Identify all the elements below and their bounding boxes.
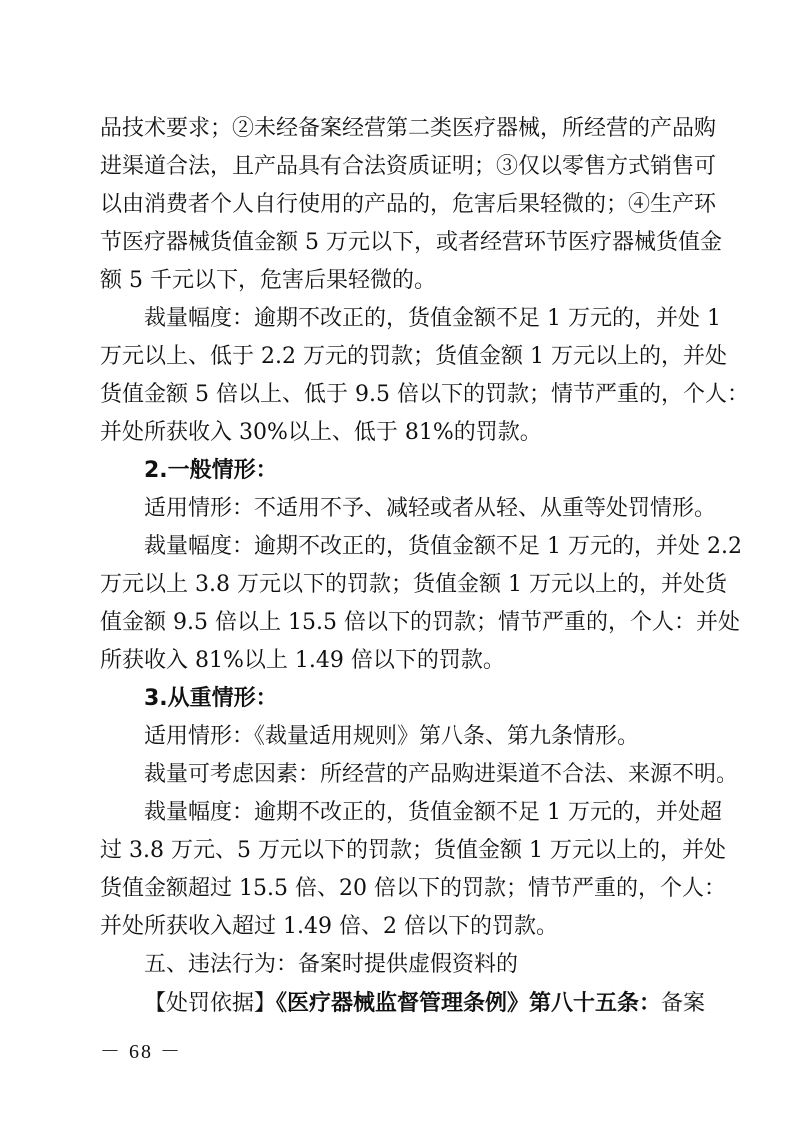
paragraph-line: 裁量幅度：逾期不改正的，货值金额不足 1 万元的，并处 2.2 <box>144 534 742 559</box>
paragraph-line: 裁量可考虑因素：所经营的产品购进渠道不合法、来源不明。 <box>144 762 739 787</box>
paragraph-line: 过 3.8 万元、5 万元以下的罚款；货值金额 1 万元以上的，并处 <box>100 838 726 863</box>
paragraph-line: 裁量幅度：逾期不改正的，货值金额不足 1 万元的，并处 1 <box>144 306 721 331</box>
paragraph-line: 节医疗器械货值金额 5 万元以下，或者经营环节医疗器械货值金 <box>100 230 722 255</box>
penalty-basis-label: 【处罚依据】 <box>144 991 277 1016</box>
paragraph-line: 并处所获收入超过 1.49 倍、2 倍以下的罚款。 <box>100 914 558 939</box>
penalty-basis-tail: 备案 <box>661 991 706 1016</box>
paragraph-line: 万元以上 3.8 万元以下的罚款；货值金额 1 万元以上的，并处货 <box>100 572 727 597</box>
violation-heading: 五、违法行为：备案时提供虚假资料的 <box>144 952 519 977</box>
paragraph-line: 所获收入 81%以上 1.49 倍以下的罚款。 <box>100 648 505 673</box>
paragraph-line: 额 5 千元以下，危害后果轻微的。 <box>100 268 436 293</box>
paragraph-line: 以由消费者个人自行使用的产品的，危害后果轻微的；④生产环 <box>100 192 717 217</box>
paragraph-line: 裁量幅度：逾期不改正的，货值金额不足 1 万元的，并处超 <box>144 800 722 825</box>
paragraph-line: 品技术要求；②未经备案经营第二类医疗器械，所经营的产品购 <box>100 116 717 141</box>
page-number: － 68 － <box>100 1041 182 1063</box>
law-reference: 《医疗器械监督管理条例》第八十五条： <box>276 990 662 1016</box>
paragraph-line: 并处所获收入 30%以上、低于 81%的罚款。 <box>100 420 542 445</box>
paragraph-line: 适用情形：《裁量适用规则》第八条、第九条情形。 <box>144 724 640 749</box>
section-heading: 2.一般情形： <box>144 458 278 483</box>
paragraph-line: 万元以上、低于 2.2 万元的罚款；货值金额 1 万元以上的，并处 <box>100 344 727 369</box>
paragraph-line: 货值金额 5 倍以上、低于 9.5 倍以下的罚款；情节严重的，个人： <box>100 382 749 407</box>
paragraph-line: 适用情形：不适用不予、减轻或者从轻、从重等处罚情形。 <box>144 496 717 521</box>
penalty-basis-line <box>144 988 706 1019</box>
paragraph-line: 货值金额超过 15.5 倍、20 倍以下的罚款；情节严重的，个人： <box>100 876 726 901</box>
paragraph-line: 值金额 9.5 倍以上 15.5 倍以下的罚款；情节严重的，个人：并处 <box>100 610 740 635</box>
section-heading: 3.从重情形： <box>144 686 278 711</box>
paragraph-line: 进渠道合法，且产品具有合法资质证明；③仅以零售方式销售可 <box>100 154 717 179</box>
